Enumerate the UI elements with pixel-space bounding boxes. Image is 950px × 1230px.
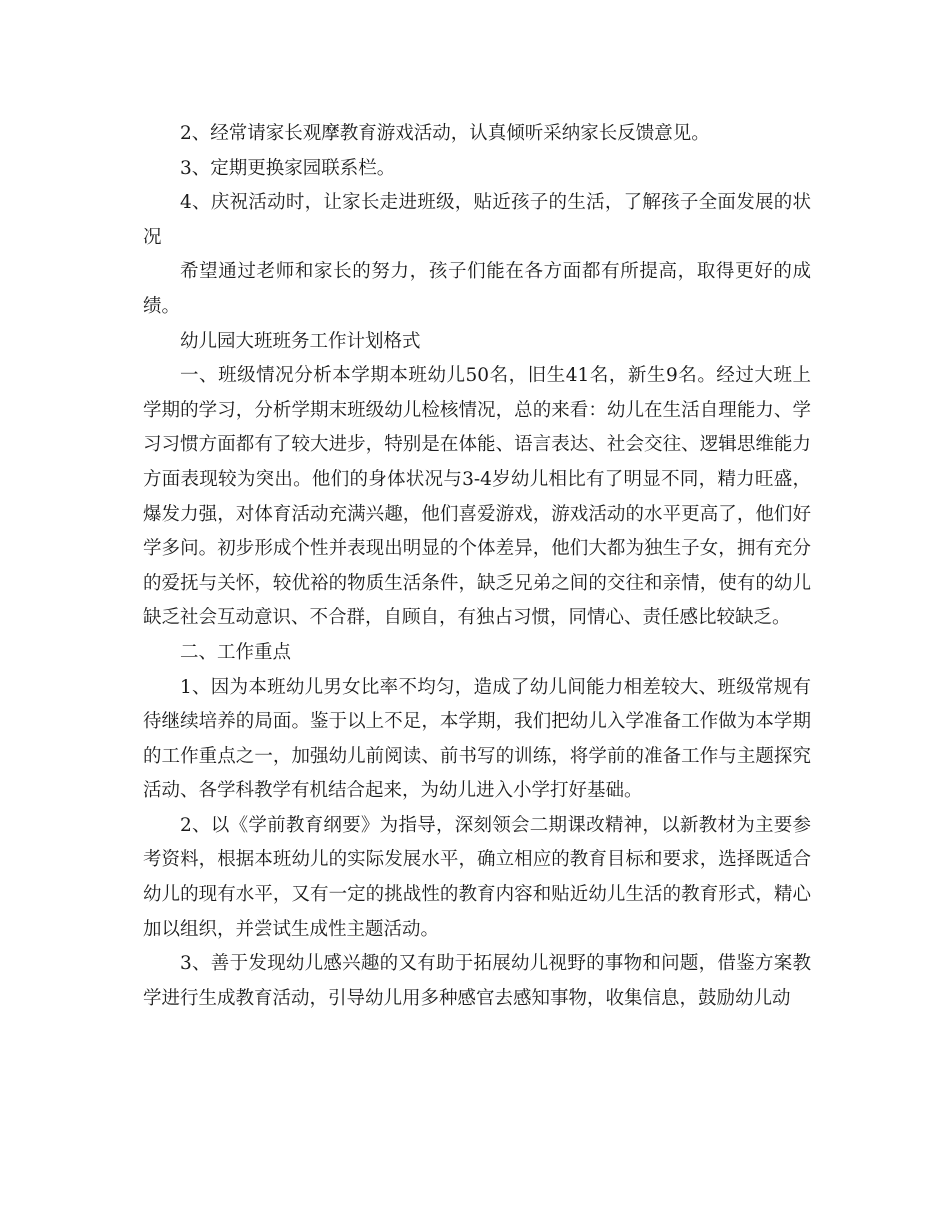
section-title: 幼儿园大班班务工作计划格式	[180, 330, 421, 352]
paragraph-focus-2: 2、以《学前教育纲要》为指导，深刻领会二期课改精神，以新教材为主要参考资料，根据本班幼儿的实际发展水平，确立相应的教育目标和要求，选择既适合幼儿的现有水平，又有一定的挑战性的教育内容和贴近幼儿生活的教育形式，精心加以组织，并尝试生成性主题活动。	[143, 814, 811, 940]
document-body	[143, 117, 811, 1016]
paragraph-contact-board: 3、定期更换家园联系栏。	[180, 157, 396, 179]
paragraph-focus-1: 1、因为本班幼儿男女比率不均匀，造成了幼儿间能力相差较大、班级常规有待继续培养的局面。鉴于以上不足，本学期，我们把幼儿入学准备工作做为本学期的工作重点之一，加强幼儿前阅读、前书写的训练，将学前的准备工作与主题探究活动、各学科教学有机结合起来，为幼儿进入小学打好基础。	[143, 676, 811, 802]
paragraph-parent-observation: 2、经常请家长观摩教育游戏活动，认真倾听采纳家长反馈意见。	[180, 123, 710, 144]
paragraph-closing-wish: 希望通过老师和家长的努力，孩子们能在各方面都有所提高，取得更好的成绩。	[143, 261, 811, 317]
paragraph-class-analysis: 一、班级情况分析本学期本班幼儿50名，旧生41名，新生9名。经过大班上学期的学习，分析学期末班级幼儿检核情况，总的来看：幼儿在生活自理能力、学习习惯方面都有了较大进步，特别是在体能、语言表达、社会交往、逻辑思维能力方面表现较为突出。他们的身体状况与3-4岁幼儿相比有了明显不同，精力旺盛，爆发力强，对体育活动充满兴趣，他们喜爱游戏，游戏活动的水平更高了，他们好学多问。初步形成个性并表现出明显的个体差异，他们大都为独生子女，拥有充分的爱抚与关怀，较优裕的物质生活条件，缺乏兄弟之间的交往和亲情，使有的幼儿缺乏社会互动意识、不合群，自顾自，有独占习惯，同情心、责任感比较缺乏。	[143, 365, 811, 629]
heading-work-focus: 二、工作重点	[180, 641, 292, 663]
paragraph-celebration-activities: 4、庆祝活动时，让家长走进班级，贴近孩子的生活，了解孩子全面发展的状况	[143, 192, 811, 248]
paragraph-focus-3: 3、善于发现幼儿感兴趣的又有助于拓展幼儿视野的事物和问题，借鉴方案教学进行生成教育活动，引导幼儿用多种感官去感知事物，收集信息，鼓励幼儿动	[143, 953, 811, 1009]
